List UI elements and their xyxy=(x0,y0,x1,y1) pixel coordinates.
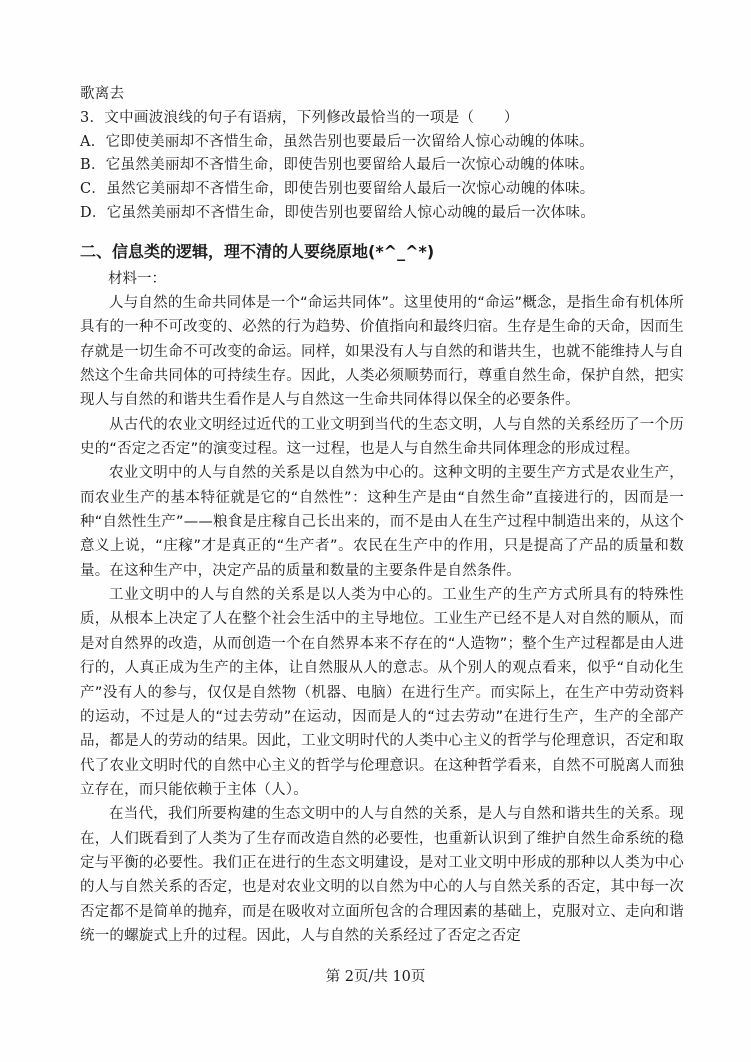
paragraph: 人与自然的生命共同体是一个“命运共同体”。这里使用的“命运”概念，是指生命有机体所具有的一种不可改变的、必然的行为趋势、价值指向和最终归宿。生存是生命的天命，因而生存就是一切生命不可改变的命运。同样，如果没有人与自然的和谐共生，也就不能维持人与自然这个生命共同体的可持续生存。因此，人类必须顺势而行，尊重自然生命，保护自然，把实现人与自然的和谐共生看作是人与自然这一生命共同体得以保全的必要条件。 xyxy=(80,295,684,409)
material-label: 材料一： xyxy=(108,271,166,287)
question-block xyxy=(80,83,680,226)
question-3-stem: 3．文中画波浪线的句子有语病，下列修改最恰当的一项是（ ） xyxy=(80,109,519,126)
option-d: D．它虽然美丽却不吝惜生命，即使告别也要留给人惊心动魄的最后一次体味。 xyxy=(80,204,596,221)
option-c: C．虽然它美丽却不吝惜生命，即使告别也要留给人最后一次惊心动魄的体味。 xyxy=(80,181,595,198)
section-heading: 二、信息类的逻辑，理不清的人要绕原地(*^_^*) xyxy=(80,242,435,261)
option-b: B．它虽然美丽却不吝惜生命，即使告别也要留给人最后一次惊心动魄的体味。 xyxy=(80,157,595,174)
option-a: A．它即使美丽却不吝惜生命，虽然告别也要最后一次留给人惊心动魄的体味。 xyxy=(80,133,594,150)
page-number-footer: 第 2页/共 10页 xyxy=(325,969,426,985)
continued-text-line: 歌离去 xyxy=(80,86,125,102)
paragraph: 在当代，我们所要构建的生态文明中的人与自然的关系，是人与自然和谐共生的关系。现在，人们既看到了人类为了生存而改造自然的必要性，也重新认识到了维护自然生命系统的稳定与平衡的必要性。我们正在进行的生态文明建设，是对工业文明中形成的那种以人类为中心的人与自然关系的否定，也是对农业文明的以自然为中心的人与自然关系的否定，其中每一次否定都不是简单的抛弃，而是在吸收对立面所包含的合理因素的基础上，克服对立、走向和谐统一的螺旋式上升的过程。因此，人与自然的关系经过了否定之否定 xyxy=(80,806,684,944)
paragraph: 农业文明中的人与自然的关系是以自然为中心的。这种文明的主要生产方式是农业生产，而农业生产的基本特征就是它的“自然性”：这种生产是由“自然生命”直接进行的，因而是一种“自然性生产”——粮食是庄稼自己长出来的，而不是由人在生产过程中制造出来的，从这个意义上说，“庄稼”才是真正的“生产者”。农民在生产中的作用，只是提高了产品的质量和数量。在这种生产中，决定产品的质量和数量的主要条件是自然条件。 xyxy=(80,465,684,579)
material-body xyxy=(80,291,684,948)
paragraph: 工业文明中的人与自然的关系是以人类为中心的。工业生产的生产方式所具有的特殊性质，从根本上决定了人在整个社会生活中的主导地位。工业生产已经不是人对自然的顺从，而是对自然界的改造，从而创造一个在自然界本来不存在的“人造物”；整个生产过程都是由人进行的，人真正成为生产的主体，让自然服从人的意志。从个别人的观点看来，似乎“自动化生产”没有人的参与，仅仅是自然物（机器、电脑）在进行生产。而实际上，在生产中劳动资料的运动，不过是人的“过去劳动”在运动，因而是人的“过去劳动”在进行生产，生产的全部产品，都是人的劳动的结果。因此，工业文明时代的人类中心主义的哲学与伦理意识，否定和取代了农业文明时代的自然中心主义的哲学与伦理意识。在这种哲学看来，自然不可脱离人而独立存在，而只能依赖于主体（人）。 xyxy=(80,587,684,798)
paragraph: 从古代的农业文明经过近代的工业文明到当代的生态文明，人与自然的关系经历了一个历史的“否定之否定”的演变过程。这一过程，也是人与自然生命共同体理念的形成过程。 xyxy=(80,416,684,458)
